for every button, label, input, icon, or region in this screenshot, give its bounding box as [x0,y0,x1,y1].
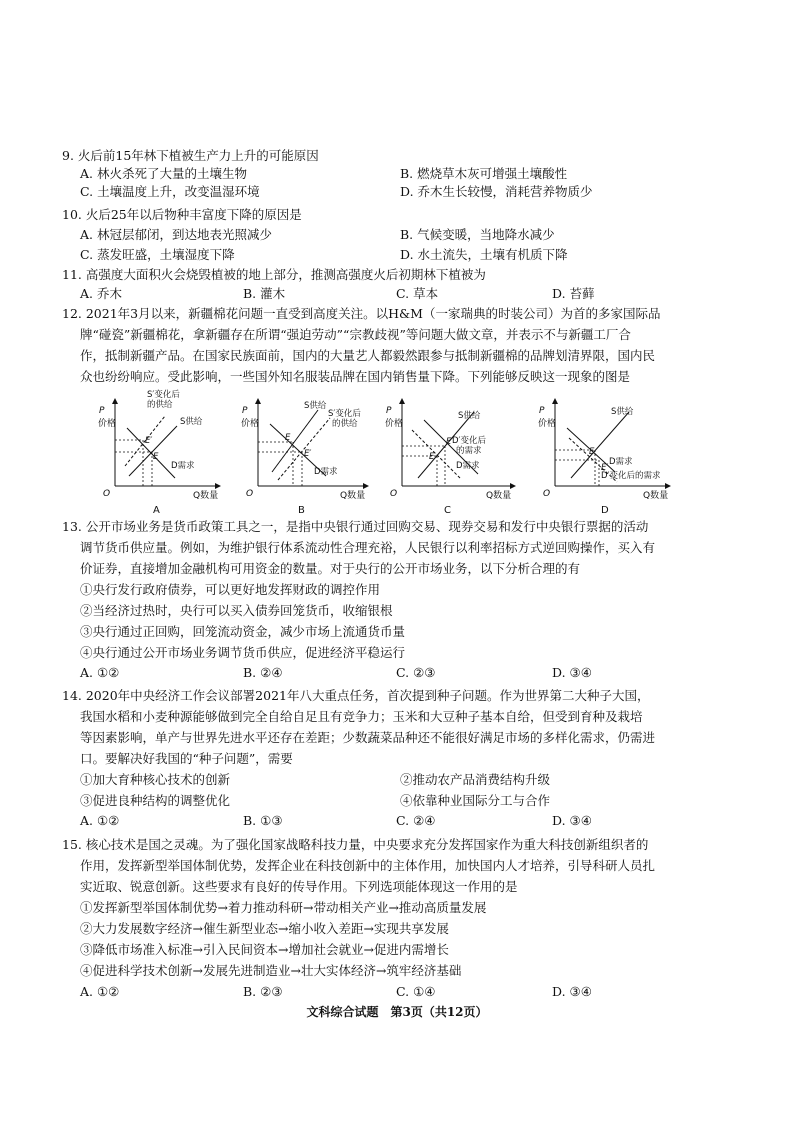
q13-line-2: 调节货币供应量。例如，为维护银行体系流动性合理充裕，人民银行以利率招标方式逆回购操作，买入有 [80,540,656,555]
graph-b-e-prime-label: E′ [304,449,312,459]
q14-line-4: 口。要解决好我国的“种子问题”，需要 [80,751,293,766]
q10-option-c: C. 蒸发旺盛，土壤湿度下降 [80,247,235,262]
graph-c [382,388,522,515]
q13-option-1: ①央行发行政府债券，可以更好地发挥财政的调控作用 [80,582,381,597]
q13-line-3: 价证券，直接增加金融机构可用资金的数量。对于央行的公开市场业务，以下分析合理的有 [80,561,581,576]
graph-b-q-label: Q数量 [340,491,366,501]
q14-line-2: 我国水稻和小麦种源能够做到完全自给自足且有竞争力；玉米和大豆种子基本自给，但受到育种及栽培 [80,709,643,724]
q12-line-3: 作，抵制新疆产品。在国家民族面前，国内的大量艺人都毅然跟参与抵制新疆棉的品牌划清界限，国内民 [80,348,656,363]
q12-line-2: 牌“碰瓷”新疆棉花，拿新疆存在所谓“强迫劳动”“宗教歧视”等问题大做文章，并表示不与新疆工厂合 [80,327,631,342]
graph-c-d-prime-label-1: D′变化后 [452,436,486,446]
q13-option-3: ③央行通过正回购，回笼流动资金，减少市场上流通货币量 [80,624,406,639]
graph-b-s-label: S供给 [304,401,327,411]
q9-option-d: D. 乔木生长较慢，消耗营养物质少 [400,184,593,199]
q15-line-1: 15. 核心技术是国之灵魂。为了强化国家战略科技力量，中央要求充分发挥国家作为重大科技创新组织者的 [62,837,649,852]
q15-choice-d: D. ③④ [552,984,592,999]
graph-d-price-label: 价格 [538,419,557,429]
graph-a-p-label: P [99,406,105,416]
graph-b-s-prime-label-2: 的供给 [332,419,358,429]
graph-b-e-label: E [285,433,291,443]
q10-stem: 10. 火后25年以后物种丰富度下降的原因是 [62,207,302,222]
graph-a [95,388,225,515]
q10-option-b: B. 气候变暖，当地降水减少 [400,227,555,242]
graph-d-p-label: P [539,406,545,416]
graph-d-q-label: Q数量 [643,491,669,501]
q12-line-4: 众也纷纷响应。受此影响，一些国外知名服装品牌在国内销售量下降。下列能够反映这一现象的图是 [80,369,631,384]
graph-c-origin: O [390,489,398,499]
graph-b-p-label: P [242,406,248,416]
q14-line-3: 等因素影响，单产与世界先进水平还存在差距；少数蔬菜品种还不能很好满足市场的多样化需求，仍需进 [80,730,656,745]
graph-a-s-prime-label-1: S′变化后 [147,390,180,400]
graph-d-d-label: D需求 [609,457,633,467]
q11-option-a: A. 乔木 [80,286,122,301]
graph-c-s-label: S供给 [458,411,481,421]
q15-choice-b: B. ②③ [243,984,283,999]
q14-line-1: 14. 2020年中央经济工作会议部署2021年八大重点任务，首次提到种子问题。作为世界第二大种子大国， [62,688,650,703]
q15-line-2: 作用，发挥新型举国体制优势，发挥企业在科技创新中的主体作用，加快国内人才培养，引导科研人员扎 [80,858,656,873]
q11-option-c: C. 草本 [396,286,439,301]
graph-c-letter: C [444,505,451,515]
q14-option-3: ③促进良种结构的调整优化 [80,793,231,808]
page-footer: 文科综合试题 第3页（共12页） [306,1005,488,1019]
graph-d-e-prime-label: E′ [601,463,609,473]
graph-c-d-prime-label-2: 的需求 [456,446,482,456]
graph-a-origin: O [103,489,111,499]
graph-d-s-label: S供给 [611,407,634,417]
graph-c-p-label: P [386,406,392,416]
q14-choice-d: D. ③④ [552,813,592,828]
graph-a-d-label: D需求 [171,461,195,471]
graph-d-origin: O [543,489,551,499]
graph-a-q-label: Q数量 [193,491,219,501]
q11-option-b: B. 灌木 [243,286,286,301]
q14-choice-b: B. ①③ [243,813,283,828]
q14-choice-a: A. ①② [80,813,120,828]
graph-d-d-prime-label: D′变化后的需求 [601,471,661,481]
q11-option-d: D. 苔藓 [552,286,595,301]
graph-d [535,388,685,515]
q9-option-a: A. 林火杀死了大量的土壤生物 [80,166,247,181]
graph-c-q-label: Q数量 [486,491,512,501]
q10-option-a: A. 林冠层郁闭，到达地表光照减少 [80,227,272,242]
graph-c-e-label: E [429,452,435,462]
q12-line-1: 12. 2021年3月以来，新疆棉花问题一直受到高度关注。以H&M（一家瑞典的时装公司）为首的多家国际品 [62,306,661,321]
graph-a-letter: A [153,505,160,515]
q13-line-1: 13. 公开市场业务是货币政策工具之一，是指中央银行通过回购交易、现券交易和发行中央银行票据的活动 [62,519,649,534]
graph-c-e-prime-label: E′ [446,437,454,447]
graph-b-origin: O [246,489,254,499]
q15-line-3: 实近取、锐意创新。这些要求有良好的传导作用。下列选项能体现这一作用的是 [80,879,518,894]
q11-stem: 11. 高强度大面积火会烧毁植被的地上部分，推测高强度火后初期林下植被为 [62,267,486,282]
q9-option-c: C. 土壤温度上升，改变温湿环境 [80,184,260,199]
q15-option-3: ③降低市场准入标准→引入民间资本→增加社会就业→促进内需增长 [80,942,449,957]
q14-option-4: ④依靠种业国际分工与合作 [400,793,551,808]
graph-a-s-label: S供给 [180,417,203,427]
q13-choice-c: C. ②③ [396,665,436,680]
graph-b-d-label: D需求 [314,467,338,477]
graph-c-price-label: 价格 [385,419,404,429]
q15-option-4: ④促进科学技术创新→发展先进制造业→壮大实体经济→筑牢经济基础 [80,963,462,978]
graph-c-d-label: D需求 [456,461,480,471]
q13-option-2: ②当经济过热时，央行可以买入债券回笼货币，收缩银根 [80,603,393,618]
q13-choice-a: A. ①② [80,665,120,680]
graph-b-s-prime-label-1: S′变化后 [328,409,361,419]
graph-b [238,388,373,515]
graph-a-e-label: E [153,452,159,462]
q14-option-1: ①加大育种核心技术的创新 [80,772,231,787]
q9-option-b: B. 燃烧草木灰可增强土壤酸性 [400,166,568,181]
q15-option-1: ①发挥新型举国体制优势→着力推动科研→带动相关产业→推动高质量发展 [80,900,487,915]
q13-option-4: ④央行通过公开市场业务调节货币供应，促进经济平稳运行 [80,645,406,660]
graph-d-e-label: E [589,447,595,457]
q15-choice-c: C. ①④ [396,984,436,999]
graph-a-s-prime-label-2: 的供给 [147,400,173,410]
q13-choice-b: B. ②④ [243,665,283,680]
graph-a-e-prime-label: E′ [145,436,153,446]
q14-option-2: ②推动农产品消费结构升级 [400,772,551,787]
q10-option-d: D. 水土流失，土壤有机质下降 [400,247,568,262]
graph-b-letter: B [298,505,305,515]
q14-choice-c: C. ②④ [396,813,436,828]
graph-a-price-label: 价格 [98,419,117,429]
q13-choice-d: D. ③④ [552,665,592,680]
graph-d-letter: D [601,505,609,515]
graph-b-price-label: 价格 [241,419,260,429]
q15-choice-a: A. ①② [80,984,120,999]
q9-stem: 9. 火后前15年林下植被生产力上升的可能原因 [62,148,319,163]
q15-option-2: ②大力发展数字经济→催生新型业态→缩小收入差距→实现共享发展 [80,921,449,936]
